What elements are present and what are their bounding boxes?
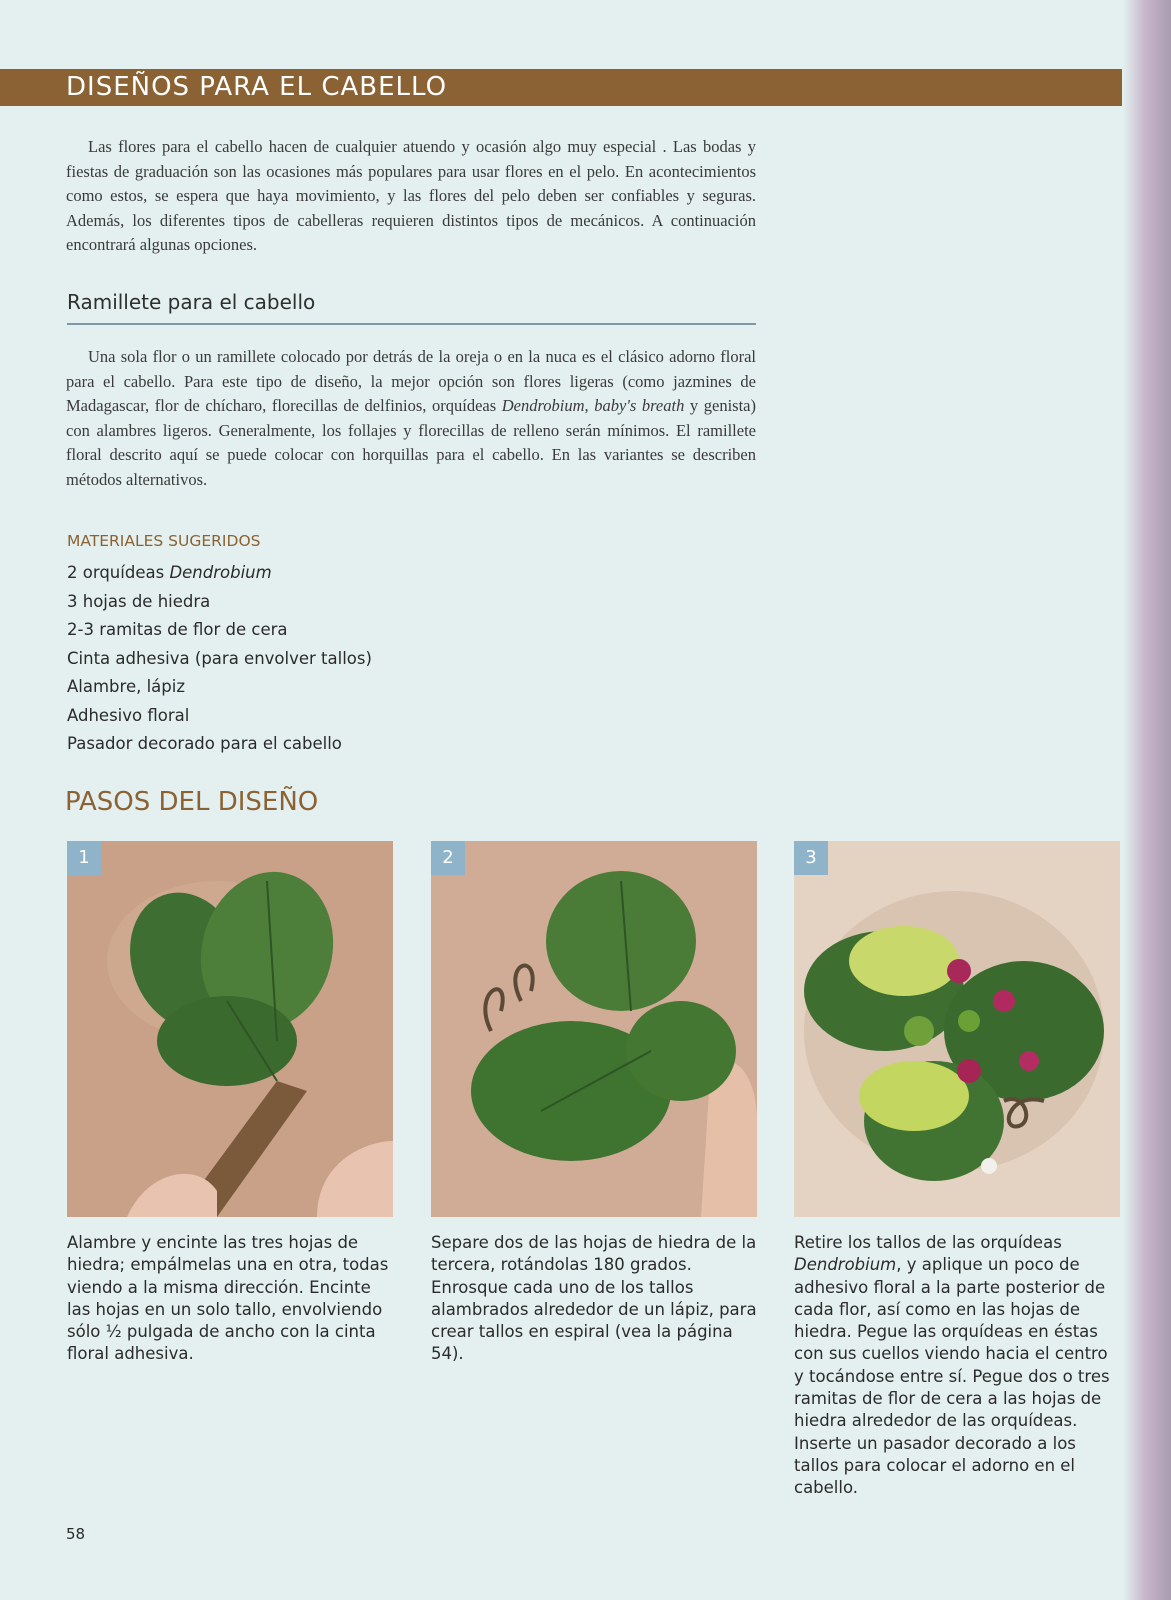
section-text-2: y genista) con alambres ligeros. Generalmente, los follajes y florecillas de relleno serán mínimos. El ramillete floral descrito aquí se puede colocar con horquillas para el cabello. En las variantes se describen métodos alternativos. <box>66 396 756 489</box>
step-3-photo <box>794 841 1120 1217</box>
section-paragraph <box>66 345 756 492</box>
page-binding-shadow <box>1123 0 1171 1600</box>
intro-paragraph: Las flores para el cabello hacen de cualquier atuendo y ocasión algo muy especial . Las bodas y fiestas de graduación son las ocasiones más populares para usar flores en el pelo. En acontecimientos como estos, se espera que haya movimiento, y las flores del pelo deben ser confiables y seguras. Además, los diferentes tipos de cabelleras requieren distintos tipos de mecánicos. A continuación encontrará algunas opciones. <box>66 137 756 254</box>
page-title: DISEÑOS PARA EL CABELLO <box>66 72 448 102</box>
steps-heading: PASOS DEL DISEÑO <box>65 787 319 817</box>
step-3-caption: Retire los tallos de las orquídeas Dendrobium, y aplique un poco de adhesivo floral a la parte posterior de cada flor, así como en las hojas de hiedra. Pegue las orquídeas en éstas con sus cuellos viendo hacia el centro y tocándose entre sí. Pegue dos o tres ramitas de flor de cera a las hojas de hiedra alrededor de las orquídeas. Inserte un pasador decorado a los tallos para colocar el adorno en el cabello. <box>794 1233 1110 1498</box>
page-number: 58 <box>66 1525 86 1543</box>
step-2-illustration <box>431 841 757 1217</box>
material-item: 2 orquídeas Dendrobium <box>67 563 272 582</box>
section-title: Ramillete para el cabello <box>67 290 316 314</box>
step-1-caption: Alambre y encinte las tres hojas de hiedra; empálmelas una en otra, todas viendo a la misma dirección. Encinte las hojas en un solo tallo, envolviendo sólo ½ pulgada de ancho con la cinta floral adhesiva. <box>67 1233 389 1364</box>
materials-list <box>67 559 372 759</box>
step-1-badge: 1 <box>67 841 101 875</box>
step-1-photo <box>67 841 393 1217</box>
section-text-1: Una sola flor o un ramillete colocado por detrás de la oreja o en la nuca es el clásico adorno floral para el cabello. Para este tipo de diseño, la mejor opción son flores ligeras (como jazmines de Madagascar, flor de chícharo, florecillas de delfinios, orquídeas <box>66 347 756 415</box>
step-3-illustration <box>794 841 1120 1217</box>
material-item: Cinta adhesiva (para envolver tallos) <box>67 648 372 668</box>
material-item: Alambre, lápiz <box>67 677 186 696</box>
material-item: Pasador decorado para el cabello <box>67 734 342 753</box>
material-item: Adhesivo floral <box>67 705 190 725</box>
step-2-photo <box>431 841 757 1217</box>
step-2-badge: 2 <box>431 841 465 875</box>
material-item: 2-3 ramitas de flor de cera <box>67 620 288 639</box>
section-divider <box>67 323 756 325</box>
step-2-caption: Separe dos de las hojas de hiedra de la tercera, rotándolas 180 grados. Enrosque cada uno de los tallos alambrados alrededor de un lápiz, para crear tallos en espiral (vea la página 54). <box>431 1233 757 1364</box>
step-3-badge: 3 <box>794 841 828 875</box>
material-item: 3 hojas de hiedra <box>67 591 211 611</box>
step-1-illustration <box>67 841 393 1217</box>
section-text-italic: Dendrobium, baby's breath <box>501 396 685 415</box>
materials-heading: MATERIALES SUGERIDOS <box>67 532 261 550</box>
